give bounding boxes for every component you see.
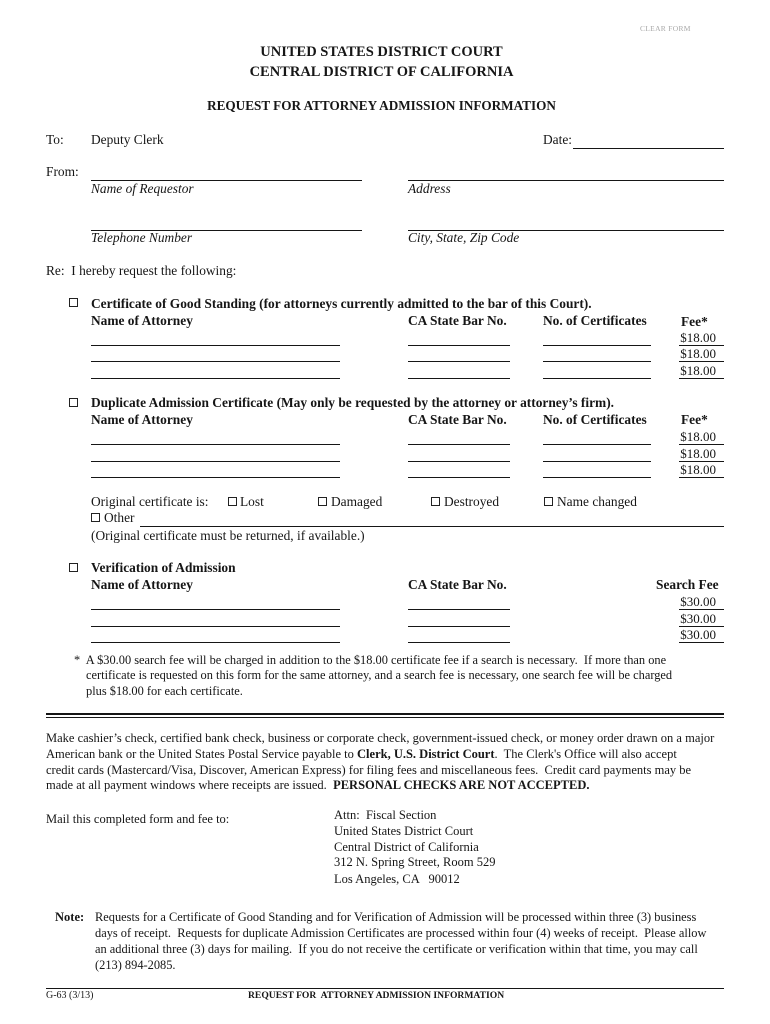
gs-fee-3: $18.00 (679, 363, 724, 379)
to-recipient: Deputy Clerk (91, 132, 164, 147)
telephone-field[interactable] (91, 215, 362, 231)
payment-line: credit cards (Mastercard/Visa, Discover, American Express) for filing fees and miscellaneous fees. Credit card payments may be (46, 763, 692, 777)
clear-form-button[interactable]: CLEAR FORM (640, 24, 691, 33)
reason-destroyed-label: Destroyed (444, 494, 500, 509)
gs-col-fee: Fee* (681, 314, 708, 329)
note-line: days of receipt. Requests for duplicate Admission Certificates are processed within four (4) weeks of receipt. Please allow (95, 926, 707, 940)
ver-fee-2: $30.00 (679, 611, 724, 627)
reason-destroyed-checkbox[interactable] (431, 497, 440, 506)
gs-certificates-field-2[interactable] (543, 346, 651, 362)
footer-rule (46, 988, 724, 989)
dup-bar-no-field-3[interactable] (408, 462, 510, 478)
mailing-label: Mail this completed form and fee to: (46, 812, 230, 826)
section-divider (46, 713, 724, 715)
ver-attorney-name-field-1[interactable] (91, 594, 340, 610)
payment-text: . The Clerk's Office will also accept (494, 747, 677, 761)
dup-certificates-field-2[interactable] (543, 446, 651, 462)
date-label: Date: (543, 132, 572, 147)
address-caption: Address (408, 181, 451, 196)
form-number: G-63 (3/13) (46, 990, 94, 1001)
mailing-address-line: Los Angeles, CA 90012 (334, 872, 460, 886)
dup-fee-3: $18.00 (679, 462, 724, 478)
dup-col-certificates: No. of Certificates (543, 412, 647, 427)
date-field[interactable] (573, 133, 724, 149)
dup-attorney-name-field-1[interactable] (91, 429, 340, 445)
note-line: Requests for a Certificate of Good Standing and for Verification of Admission will be processed within three (3) business (95, 910, 697, 924)
ver-bar-no-field-2[interactable] (408, 611, 510, 627)
ver-col-search-fee: Search Fee (656, 577, 719, 592)
requestor-address-field[interactable] (408, 165, 724, 181)
section-divider (46, 717, 724, 718)
ver-fee-3: $30.00 (679, 627, 724, 643)
from-label: From: (46, 164, 79, 179)
good-standing-checkbox[interactable] (69, 298, 78, 307)
payment-line (46, 746, 677, 762)
duplicate-title: Duplicate Admission Certificate (May only be requested by the attorney or attorney’s firm). (91, 395, 615, 410)
ver-bar-no-field-1[interactable] (408, 594, 510, 610)
dup-fee-1: $18.00 (679, 429, 724, 445)
reason-other-checkbox[interactable] (91, 513, 100, 522)
duplicate-checkbox[interactable] (69, 398, 78, 407)
verification-title: Verification of Admission (91, 560, 236, 575)
payment-text: American bank or the United States Postal Service payable to (46, 747, 358, 761)
personal-checks-warning: PERSONAL CHECKS ARE NOT ACCEPTED. (333, 778, 590, 792)
dup-attorney-name-field-2[interactable] (91, 446, 340, 462)
reason-other-field[interactable] (140, 511, 724, 527)
payment-line: Make cashier’s check, certified bank check, business or corporate check, government-issued check, or money order drawn on a major (46, 731, 715, 745)
mailing-address-line: 312 N. Spring Street, Room 529 (334, 855, 496, 869)
request-intro: Re: I hereby request the following: (46, 263, 237, 278)
requestor-name-caption: Name of Requestor (91, 181, 194, 196)
gs-attorney-name-field-1[interactable] (91, 330, 340, 346)
city-state-zip-field[interactable] (408, 215, 724, 231)
ver-col-bar-no: CA State Bar No. (408, 577, 507, 592)
requestor-name-field[interactable] (91, 165, 362, 181)
gs-fee-2: $18.00 (679, 346, 724, 362)
gs-col-certificates: No. of Certificates (543, 313, 647, 328)
good-standing-title: Certificate of Good Standing (for attorneys currently admitted to the bar of this Court). (91, 296, 592, 311)
dup-col-fee: Fee* (681, 412, 708, 427)
dup-bar-no-field-1[interactable] (408, 429, 510, 445)
reason-lost-label: Lost (240, 494, 264, 509)
payment-line (46, 777, 589, 793)
mailing-address-line: United States District Court (334, 824, 474, 838)
city-state-zip-caption: City, State, Zip Code (408, 230, 520, 245)
dup-col-bar-no: CA State Bar No. (408, 412, 507, 427)
form-title: REQUEST FOR ATTORNEY ADMISSION INFORMATION (207, 98, 556, 113)
gs-certificates-field-1[interactable] (543, 330, 651, 346)
dup-fee-2: $18.00 (679, 446, 724, 462)
reason-lost-checkbox[interactable] (228, 497, 237, 506)
verification-checkbox[interactable] (69, 563, 78, 572)
reason-name-changed-checkbox[interactable] (544, 497, 553, 506)
footnote-line: certificate is requested on this form for the same attorney, and a search fee is necessary, one search fee will be charged (86, 668, 673, 682)
ver-col-attorney: Name of Attorney (91, 577, 193, 592)
gs-fee-1: $18.00 (679, 330, 724, 346)
gs-bar-no-field-1[interactable] (408, 330, 510, 346)
footnote-line: * A $30.00 search fee will be charged in addition to the $18.00 certificate fee if a search is necessary. If more than one (74, 653, 667, 667)
mailing-address-line: Central District of California (334, 840, 479, 854)
reason-damaged-label: Damaged (331, 494, 383, 509)
reason-other-label: Other (104, 510, 135, 525)
mailing-address-line: Attn: Fiscal Section (334, 808, 437, 822)
dup-certificates-field-1[interactable] (543, 429, 651, 445)
district-name: CENTRAL DISTRICT OF CALIFORNIA (249, 64, 514, 80)
reason-damaged-checkbox[interactable] (318, 497, 327, 506)
payment-text: made at all payment windows where receipts are issued. (46, 778, 334, 792)
telephone-caption: Telephone Number (91, 230, 193, 245)
gs-certificates-field-3[interactable] (543, 363, 651, 379)
note-line: (213) 894-2085. (95, 958, 176, 972)
gs-col-bar-no: CA State Bar No. (408, 313, 507, 328)
dup-attorney-name-field-3[interactable] (91, 462, 340, 478)
footnote-line: plus $18.00 for each certificate. (86, 684, 243, 698)
footer-title: REQUEST FOR ATTORNEY ADMISSION INFORMATION (248, 990, 505, 1001)
reason-name-changed-label: Name changed (557, 494, 637, 509)
gs-attorney-name-field-3[interactable] (91, 363, 340, 379)
dup-bar-no-field-2[interactable] (408, 446, 510, 462)
original-certificate-label: Original certificate is: (91, 494, 209, 509)
ver-fee-1: $30.00 (679, 594, 724, 610)
dup-certificates-field-3[interactable] (543, 462, 651, 478)
gs-bar-no-field-3[interactable] (408, 363, 510, 379)
note-label: Note: (55, 910, 85, 924)
gs-attorney-name-field-2[interactable] (91, 346, 340, 362)
ver-attorney-name-field-3[interactable] (91, 627, 340, 643)
ver-bar-no-field-3[interactable] (408, 627, 510, 643)
court-name: UNITED STATES DISTRICT COURT (260, 44, 503, 60)
dup-col-attorney: Name of Attorney (91, 412, 193, 427)
payee-name: Clerk, U.S. District Court (357, 747, 495, 761)
note-line: an additional three (3) days for mailing. If you do not receive the certificate or verification within that time, you may call (95, 942, 698, 956)
gs-bar-no-field-2[interactable] (408, 346, 510, 362)
to-label: To: (46, 132, 64, 147)
return-original-note: (Original certificate must be returned, if available.) (91, 528, 365, 543)
gs-col-attorney: Name of Attorney (91, 313, 193, 328)
ver-attorney-name-field-2[interactable] (91, 611, 340, 627)
